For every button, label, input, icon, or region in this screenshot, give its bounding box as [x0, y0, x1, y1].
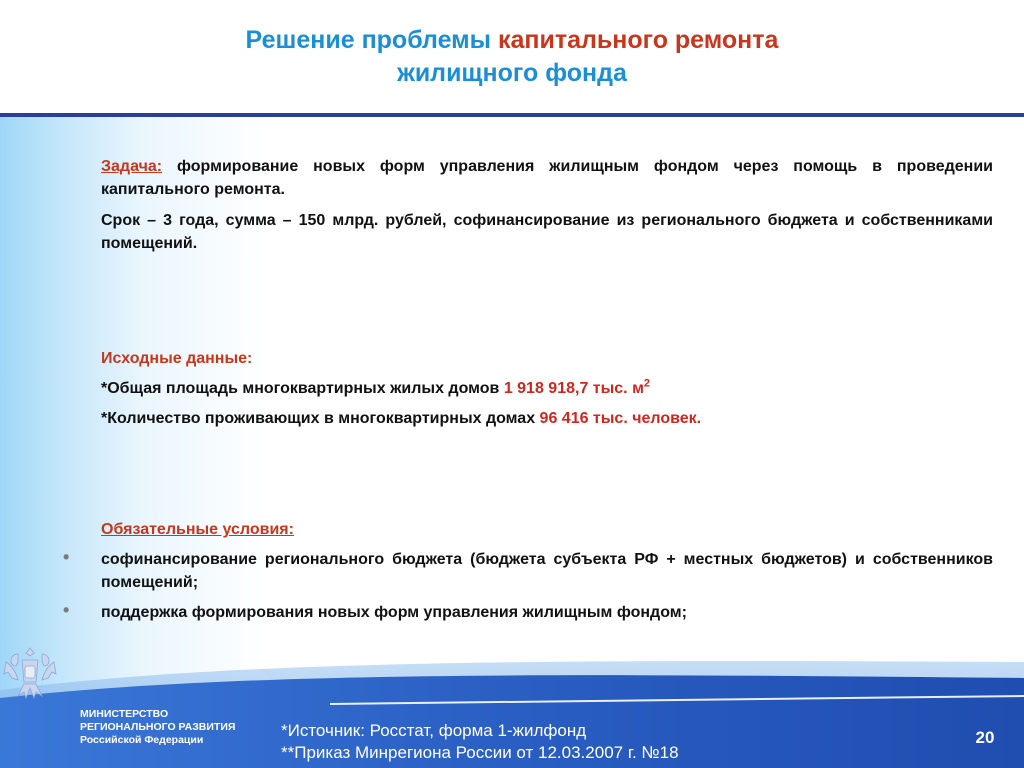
- slide-title: [0, 24, 1024, 90]
- conditions-section: [63, 518, 993, 631]
- conditions-heading: Обязательные условия:: [101, 521, 294, 538]
- bullet-dot-icon: •: [63, 600, 70, 620]
- ministry-line3: Российской Федерации: [80, 734, 204, 746]
- area-label: *Общая площадь многоквартирных жилых домов: [101, 380, 504, 397]
- term-paragraph: Срок – 3 года, сумма – 150 млрд. рублей, софинансирование из регионального бюджета и собственниками помещений.: [101, 212, 993, 252]
- ministry-name: [80, 708, 270, 747]
- slide-header: [0, 0, 1024, 115]
- residents-line: [101, 407, 993, 430]
- area-line: [101, 377, 993, 400]
- slide-footer: [0, 640, 1024, 768]
- area-unit-superscript: 2: [643, 377, 651, 390]
- condition-text: софинансирование регионального бюджета (бюджета субъекта РФ + местных бюджетов) и собственников помещений;: [101, 551, 993, 591]
- list-item: [63, 547, 993, 594]
- area-value: [503, 377, 651, 397]
- footnote-sources: [281, 720, 841, 764]
- page-number: 20: [975, 728, 995, 747]
- ministry-line2: РЕГИОНАЛЬНОГО РАЗВИТИЯ: [80, 721, 236, 733]
- double-headed-eagle-emblem-icon: [0, 640, 60, 704]
- task-text: формирование новых форм управления жилищным фондом через помощь в проведении капитального ремонта.: [101, 158, 993, 198]
- residents-label: *Количество проживающих в многоквартирных домах: [101, 410, 540, 427]
- area-value-text: 1 918 918,7 тыс. м: [503, 380, 644, 397]
- source-footnote-1: *Источник: Росстат, форма 1-жилфонд: [281, 721, 587, 740]
- residents-value: 96 416 тыс. человек.: [539, 410, 702, 427]
- title-line2: жилищного фонда: [397, 59, 627, 87]
- title-part1: Решение проблемы: [245, 26, 498, 54]
- initial-data-heading: Исходные данные:: [101, 350, 253, 367]
- source-footnote-2: **Приказ Минрегиона России от 12.03.2007 г. №18: [281, 743, 679, 762]
- list-item: [63, 600, 993, 624]
- condition-text: поддержка формирования новых форм управления жилищным фондом;: [101, 604, 687, 621]
- task-paragraph: [101, 155, 993, 201]
- title-part2-accent: капитального ремонта: [497, 26, 779, 54]
- task-section: [101, 155, 993, 263]
- ministry-line1: МИНИСТЕРСТВО: [80, 708, 169, 720]
- bullet-dot-icon: •: [63, 547, 70, 567]
- task-label: Задача:: [101, 158, 163, 175]
- initial-data-section: [101, 347, 993, 437]
